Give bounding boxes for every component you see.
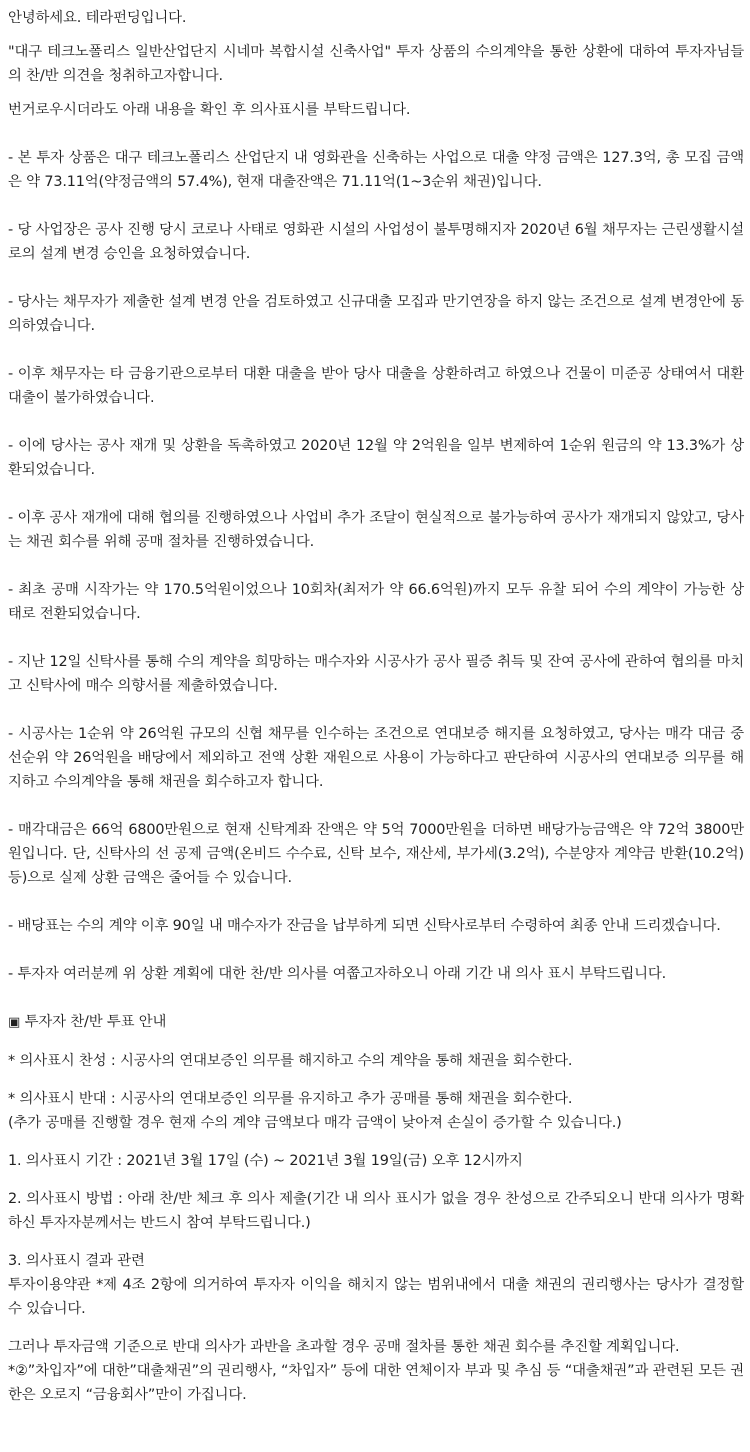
bullet-item: - 투자자 여러분께 위 상환 계획에 대한 찬/반 의사를 여쭙고자하오니 아래 기간 내 의사 표시 부탁드립니다.	[8, 966, 667, 982]
bullet-item: - 이후 공사 재개에 대해 협의를 진행하였으나 사업비 추가 조달이 현실적으로 불가능하여 공사가 재개되지 않았고, 당사는 채권 회수를 위해 공매 절차를 진행하였습니다.	[8, 510, 744, 550]
vote-result-body: 투자이용약관 *제 4조 2항에 의거하여 투자자 이익을 해치지 않는 범위내에서 대출 채권의 권리행사는 당사가 결정할 수 있습니다.	[8, 1277, 744, 1317]
vote-majority-note: 그러나 투자금액 기준으로 반대 의사가 과반을 초과할 경우 공매 절차를 통한 채권 회수를 추진할 계획입니다.	[8, 1339, 680, 1355]
bullet-item: - 시공사는 1순위 약 26억원 규모의 신협 채무를 인수하는 조건으로 연대보증 해지를 요청하였고, 당사는 매각 대금 중 선순위 약 26억원을 배당에서 제외하고 전액 상환 재원으로 사용이 가능하다고 판단하여 시공사의 연대보증 의무를 해지하고 수의계약을 통해 채권을 회수하고자 합니다.	[8, 726, 744, 790]
vote-heading	[8, 1010, 744, 1035]
bullet-item: - 당 사업장은 공사 진행 당시 코로나 사태로 영화관 시설의 사업성이 불투명해지자 2020년 6월 채무자는 근린생활시설로의 설계 변경 승인을 요청하였습니다.	[8, 222, 744, 262]
terms-footnote: *②”차입자”에 대한”대출채권”의 권리행사, “차입자” 등에 대한 연체이자 부과 및 추심 등 “대출채권”과 관련된 모든 권한은 오로지 “금융회사”만이 가집니다.	[8, 1363, 744, 1403]
vote-disagree: * 의사표시 반대 : 시공사의 연대보증인 의무를 유지하고 추가 공매를 통해 채권을 회수한다.	[8, 1091, 573, 1107]
request-paragraph: 번거로우시더라도 아래 내용을 확인 후 의사표시를 부탁드립니다.	[8, 102, 411, 118]
bullet-item: - 최초 공매 시작가는 약 170.5억원이었으나 10회차(최저가 약 66.6억원)까지 모두 유찰 되어 수의 계약이 가능한 상태로 전환되었습니다.	[8, 582, 744, 622]
bullet-item: - 매각대금은 66억 6800만원으로 현재 신탁계좌 잔액은 약 5억 7000만원을 더하면 배당가능금액은 약 72억 3800만원입니다. 단, 신탁사의 선 공제 금액(온비드 수수료, 신탁 보수, 재산세, 부가세(3.2억), 수분양자 계약금 반환(10.2억) 등)으로 실제 상환 금액은 줄어들 수 있습니다.	[8, 822, 744, 886]
vote-agree: * 의사표시 찬성 : 시공사의 연대보증인 의무를 해지하고 수의 계약을 통해 채권을 회수한다.	[8, 1053, 573, 1069]
bullet-item: - 이후 채무자는 타 금융기관으로부터 대환 대출을 받아 당사 대출을 상환하려고 하였으나 건물이 미준공 상태여서 대환 대출이 불가하였습니다.	[8, 366, 744, 406]
vote-method: 2. 의사표시 방법 : 아래 찬/반 체크 후 의사 제출(기간 내 의사 표시가 없을 경우 찬성으로 간주되오니 반대 의사가 명확하신 투자자분께서는 반드시 참여 부탁드립니다.)	[8, 1191, 744, 1231]
bullet-item: - 배당표는 수의 계약 이후 90일 내 매수자가 잔금을 납부하게 되면 신탁사로부터 수령하여 최종 안내 드리겠습니다.	[8, 918, 721, 934]
bullet-item: - 당사는 채무자가 제출한 설계 변경 안을 검토하였고 신규대출 모집과 만기연장을 하지 않는 조건으로 설계 변경안에 동의하였습니다.	[8, 294, 744, 334]
vote-period: 1. 의사표시 기간 : 2021년 3월 17일 (수) ~ 2021년 3월 19일(금) 오후 12시까지	[8, 1153, 523, 1169]
square-bullet-icon: ▣	[8, 1015, 21, 1030]
intro-paragraph: "대구 테크노폴리스 일반산업단지 시네마 복합시설 신축사업" 투자 상품의 수의계약을 통한 상환에 대하여 투자자님들의 찬/반 의견을 청취하고자합니다.	[8, 44, 744, 84]
vote-heading-text: 투자자 찬/반 투표 안내	[24, 1014, 167, 1030]
bullet-item: - 이에 당사는 공사 재개 및 상환을 독촉하였고 2020년 12월 약 2억원을 일부 변제하여 1순위 원금의 약 13.3%가 상환되었습니다.	[8, 438, 744, 478]
bullet-item: - 본 투자 상품은 대구 테크노폴리스 산업단지 내 영화관을 신축하는 사업으로 대출 약정 금액은 127.3억, 총 모집 금액은 약 73.11억(약정금액의 57.4%), 현재 대출잔액은 71.11억(1~3순위 채권)입니다.	[8, 150, 744, 190]
greeting: 안녕하세요. 테라펀딩입니다.	[8, 10, 187, 26]
vote-result-title: 3. 의사표시 결과 관련	[8, 1253, 145, 1269]
bullet-item: - 지난 12일 신탁사를 통해 수의 계약을 희망하는 매수자와 시공사가 공사 필증 취득 및 잔여 공사에 관하여 협의를 마치고 신탁사에 매수 의향서를 제출하였습니다.	[8, 654, 744, 694]
vote-disagree-note: (추가 공매를 진행할 경우 현재 수의 계약 금액보다 매각 금액이 낮아져 손실이 증가할 수 있습니다.)	[8, 1115, 622, 1131]
